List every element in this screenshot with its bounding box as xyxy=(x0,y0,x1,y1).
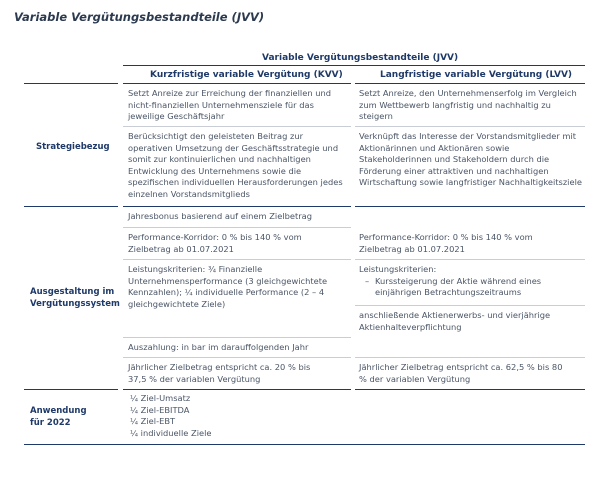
row-label-line: für 2022 xyxy=(30,418,71,428)
divider xyxy=(355,357,585,358)
divider xyxy=(355,126,585,127)
lvv-leistungskriterien-title: Leistungskriterien: xyxy=(359,264,437,274)
divider xyxy=(123,259,351,260)
divider xyxy=(355,259,585,260)
section-rule xyxy=(355,389,585,390)
lvv-korridor: Performance-Korridor: 0 % bis 140 % vom Zielbetrag ab 01.07.2021 xyxy=(359,232,533,254)
column-header-lvv: Langfristige variable Vergütung (LVV) xyxy=(380,70,573,80)
kvv-korridor: Performance-Korridor: 0 % bis 140 % vom Zielbetrag ab 01.07.2021 xyxy=(128,232,302,254)
anwendung-item: ¼ Ziel-Umsatz xyxy=(130,393,191,403)
row-label-strategiebezug: Strategiebezug xyxy=(36,142,110,152)
label-col-top-rule xyxy=(24,83,118,84)
divider xyxy=(123,337,351,338)
divider xyxy=(355,305,585,306)
lvv-anschliessend: anschließende Aktienerwerbs- und vierjährige Aktienhalteverpflichtung xyxy=(359,310,551,332)
anwendung-item: ¼ Ziel-EBT xyxy=(130,416,176,427)
divider xyxy=(123,227,351,228)
lvv-kriterien-item: Kurssteigerung der Aktie während eines einjährigen Betrachtungszeitraums xyxy=(375,275,542,298)
section-rule xyxy=(24,389,118,390)
column-header-kvv: Kurzfristige variable Vergütung (KVV) xyxy=(150,70,343,80)
group-header-rule xyxy=(123,65,585,66)
lvv-strategie-1: Setzt Anreize, den Unternehmenserfolg im Vergleich zum Wettbewerb langfristig und nachhaltig zu steigern xyxy=(359,88,577,122)
kvv-leistungskriterien: Leistungskriterien: ¾ Finanzielle Unternehmensperformance (3 gleichgewichtete Kennzahlen); ¼ individuelle Performance (2 – 4 gleichgewichtete Ziele) xyxy=(128,264,328,309)
row-label-ausgestaltung xyxy=(30,286,120,310)
lvv-header-rule xyxy=(355,83,585,84)
row-label-line: Vergütungssystem xyxy=(30,299,120,309)
anwendung-list xyxy=(130,393,330,439)
section-rule xyxy=(355,206,585,207)
dash-bullet: – xyxy=(365,275,370,286)
anwendung-item: ¼ individuelle Ziele xyxy=(130,427,212,438)
section-rule xyxy=(24,206,118,207)
lvv-kriterien-list-item xyxy=(359,276,584,299)
kvv-auszahlung: Auszahlung: in bar im darauffolgenden Jahr xyxy=(128,342,309,352)
row-label-line: Anwendung xyxy=(30,406,87,416)
kvv-header-rule xyxy=(123,83,351,84)
lvv-strategie-2: Verknüpft das Interesse der Vorstandsmitglieder mit Aktionärinnen und Aktionären sowie Stakeholderinnen und Stakeholdern durch die Förderung einer attraktiven und nachhaltigen Wirtschaftung sowie langfristiger Nachhaltigkeitsziele xyxy=(359,131,583,188)
anwendung-item: ¼ Ziel-EBITDA xyxy=(130,404,190,415)
lvv-zielbetrag: Jährlicher Zielbetrag entspricht ca. 62,5 % bis 80 % der variablen Vergütung xyxy=(359,362,563,384)
row-label-line: Ausgestaltung im xyxy=(30,287,115,297)
group-header: Variable Vergütungsbestandteile (JVV) xyxy=(262,53,459,63)
divider xyxy=(123,357,351,358)
row-label-anwendung xyxy=(30,405,87,429)
divider xyxy=(123,126,351,127)
kvv-zielbetrag: Jährlicher Zielbetrag entspricht ca. 20 % bis 37,5 % der variablen Vergütung xyxy=(128,362,311,384)
page-title: Variable Vergütungsbestandteile (JVV) xyxy=(14,10,265,24)
section-rule xyxy=(123,389,351,390)
kvv-strategie-2: Berücksichtigt den geleisteten Beitrag zur operativen Umsetzung der Geschäftsstrategie und somit zur kontinuierlichen und nachhaltigen Entwicklung des Unternehmens sowie die spezifischen individuellen Herausforderungen jedes einzelnen Vorstandsmitglieds xyxy=(128,131,343,199)
table-bottom-rule xyxy=(24,444,585,445)
section-rule xyxy=(123,206,351,207)
kvv-jahresbonus: Jahresbonus basierend auf einem Zielbetrag xyxy=(128,211,313,221)
lvv-leistungskriterien xyxy=(359,264,584,299)
kvv-strategie-1: Setzt Anreize zur Erreichung der finanziellen und nicht-finanziellen Unternehmensziele für das jeweilige Geschäftsjahr xyxy=(128,88,331,122)
